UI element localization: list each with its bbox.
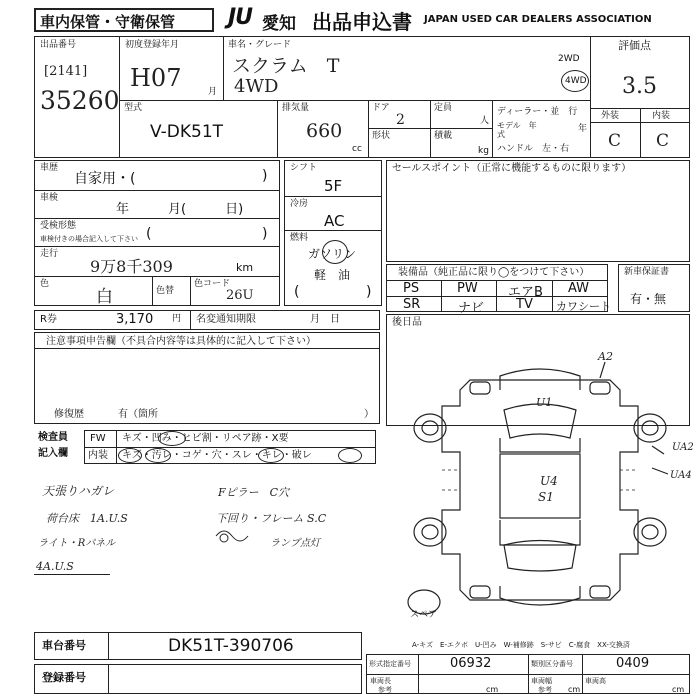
registration-month-unit: 月 <box>208 87 218 97</box>
note-underline <box>34 574 110 575</box>
fuel-diesel: 軽 油 <box>314 268 351 282</box>
association-name: JAPAN USED CAR DEALERS ASSOCIATION <box>424 14 652 25</box>
doors-label: ドア <box>372 103 390 113</box>
recycle-unit: 円 <box>172 314 182 324</box>
exterior-label: 外装 <box>601 111 620 121</box>
equip-ps: PS <box>403 281 420 296</box>
rating-label: 評価点 <box>618 39 651 52</box>
mileage-unit: km <box>236 261 254 274</box>
note-light-panel: ライト・Rパネル <box>38 538 116 549</box>
mark-circle-tear <box>338 448 362 463</box>
capacity-unit: 人 <box>480 116 490 126</box>
hub-front-right <box>642 421 658 435</box>
mark-circle-wear <box>258 448 284 463</box>
wheel-rear-right <box>634 518 666 546</box>
equip-aw: AW <box>568 281 590 296</box>
headlight-left <box>470 382 490 394</box>
drive-2wd: 2WD <box>558 54 580 64</box>
color-label: 色 <box>40 279 50 289</box>
repair-label: 修復歴 <box>54 409 84 420</box>
sales-points-label: セールスポイント（正常に機能するものに限ります） <box>392 163 632 174</box>
equip-sr: SR <box>403 297 421 312</box>
recycle-label: R券 <box>40 314 57 325</box>
car-bed-rear <box>500 520 580 545</box>
rating-value: 3.5 <box>622 74 657 99</box>
mark-circle-scratch <box>118 448 142 463</box>
vehicle-name: スクラム T <box>232 55 340 77</box>
note-f-pillar: Fピラー C穴 <box>218 486 290 499</box>
spare-label: スペア <box>410 610 438 620</box>
mileage-value: 9万8千309 <box>90 257 173 276</box>
class-spec-value: 0409 <box>616 656 650 671</box>
declaration-label: 注意事項申告欄（不具合内容等は具体的に記入して下さい） <box>46 336 316 347</box>
notice-label: 名変通知期限 <box>196 314 256 325</box>
equip-navi: ナビ <box>458 301 485 316</box>
sales-points-box <box>386 160 690 262</box>
capacity-label: 定員 <box>434 103 453 113</box>
manual-label: 新車保証書 <box>624 267 670 277</box>
vehicle-info-box <box>34 160 280 306</box>
reg-no-label: 登録番号 <box>42 671 86 684</box>
ua4-leader <box>652 468 668 474</box>
width-unit: cm <box>568 685 581 694</box>
vehicle-name-label: 車名・グレード <box>228 40 292 50</box>
note-headliner: 天張りハガレ <box>42 484 115 498</box>
drive-4wd: 4WD <box>565 76 587 86</box>
inspector-label: 検査員 <box>38 432 68 443</box>
displacement-value: 660 <box>306 120 343 142</box>
wheel-front-left <box>414 414 446 442</box>
mark-circle-dent <box>158 431 186 446</box>
interior-label: 内装 <box>652 111 671 121</box>
exterior-value: C <box>608 131 622 151</box>
car-cabin-front <box>500 438 580 452</box>
note-frame: 下回り・フレーム S.C <box>216 512 327 525</box>
listing-number-label: 出品番号 <box>40 40 77 50</box>
car-rear-bumper <box>500 586 580 605</box>
recycle-value: 3,170 <box>116 312 154 327</box>
model-label: 型式 <box>124 103 143 113</box>
inspection-value: 年 月( 日) <box>116 202 244 217</box>
model-value: V-DK51T <box>150 122 224 142</box>
interior-inspection-items: キズ・汚レ・コゲ・穴・スレ・キレ・破レ <box>122 450 312 461</box>
later-items-label: 後日品 <box>392 317 422 328</box>
color-value: 白 <box>96 287 113 307</box>
fw-items: キズ・凹み・ヒビ割・リペア跡・X要 <box>122 433 289 444</box>
fuel-label: 燃料 <box>290 233 309 243</box>
ac-label: 冷房 <box>290 199 309 209</box>
storage-note: 車内保管・守衛保管 <box>40 13 176 31</box>
interior-value: C <box>656 131 670 151</box>
mark-a2: A2 <box>598 350 613 363</box>
height-label: 車両高 <box>585 677 606 685</box>
wheel-front-right <box>634 414 666 442</box>
fuel-gasoline: ガソリン <box>308 247 357 261</box>
equipment-label: 装備品（純正品に限り◯をつけて下さい） <box>398 267 590 278</box>
dealer-label: ディーラー・並 行 <box>497 107 578 117</box>
aichi-label: 愛知 <box>262 14 296 34</box>
width-ref: 参考 <box>538 686 552 694</box>
length-unit: cm <box>486 685 499 694</box>
history-value: 自家用・( <box>74 171 136 187</box>
length-label: 車両長 <box>370 677 391 685</box>
chassis-label: 車台番号 <box>42 639 86 652</box>
mark-ua4: UA4 <box>670 470 692 481</box>
type-spec-label: 形式指定番号 <box>369 660 411 668</box>
interior-inspection-label: 内装 <box>88 450 108 461</box>
headlight-right <box>590 382 610 394</box>
mileage-label: 走行 <box>40 249 59 259</box>
shift-value: 5F <box>324 177 343 195</box>
mark-s1: S1 <box>538 490 554 504</box>
repair-value: 有（箇所 <box>118 409 158 420</box>
history-close: ) <box>262 168 268 184</box>
fw-label: FW <box>90 433 106 444</box>
color-change-label: 色替 <box>156 286 175 296</box>
class-spec-label: 類別区分番号 <box>531 660 573 668</box>
note-lamp: ランプ点灯 <box>270 538 320 549</box>
listing-number: 35260 <box>40 86 120 115</box>
notice-unit: 月 日 <box>310 314 340 325</box>
registration-value: H07 <box>130 64 182 92</box>
length-ref: 参考 <box>378 686 392 694</box>
inspection-label: 車検 <box>40 193 59 203</box>
car-windshield <box>504 404 576 438</box>
manual-value: 有・無 <box>630 292 667 306</box>
note-4aus: 4A.U.S <box>36 560 74 573</box>
handle-label: ハンドル 左・右 <box>497 144 570 154</box>
equip-pw: PW <box>457 281 478 296</box>
vehicle-grade: 4WD <box>234 76 279 97</box>
mark-u1: U1 <box>536 396 553 409</box>
mark-ua2: UA2 <box>672 442 694 453</box>
inspector-label-2: 記入欄 <box>38 448 68 459</box>
wheel-rear-left <box>414 518 446 546</box>
damage-legend: A-キズ E-エクボ U-凹み W-補修跡 S-サビ C-腐食 XX-交換済 <box>412 641 630 649</box>
hub-rear-left <box>422 525 438 539</box>
recert-close: ) <box>262 226 268 242</box>
type-spec-value: 06932 <box>450 656 492 671</box>
displacement-label: 排気量 <box>282 103 310 113</box>
history-label: 車歴 <box>40 163 59 173</box>
fuel-gasoline-circle <box>322 240 348 264</box>
shift-label: シフト <box>290 163 318 173</box>
color-code-value: 26U <box>226 288 254 303</box>
height-unit: cm <box>672 685 685 694</box>
recert-sublabel: 車検付きの場合記入して下さい <box>40 235 138 243</box>
recert-label: 受検形態 <box>40 221 77 231</box>
width-label: 車両幅 <box>531 677 552 685</box>
mark-circle-stain <box>145 448 171 463</box>
load-label: 積載 <box>434 131 453 141</box>
doors-value: 2 <box>396 112 405 128</box>
listing-number-small: [2141] <box>44 64 88 79</box>
ua2-leader <box>652 446 664 454</box>
ju-logo: JU <box>228 5 253 30</box>
repair-close: ） <box>364 409 374 420</box>
load-unit: kg <box>478 146 489 156</box>
registration-label: 初度登録年月 <box>125 40 180 50</box>
shape-label: 形状 <box>372 131 391 141</box>
lamp-doodle <box>214 526 254 546</box>
equip-leather: カワシート <box>556 300 611 313</box>
a2-leader <box>600 362 605 378</box>
year-unit: 年 <box>578 124 588 134</box>
chassis-value: DK51T-390706 <box>168 636 294 656</box>
equip-tv: TV <box>516 297 533 312</box>
displacement-unit: cc <box>352 144 362 154</box>
top-grid <box>34 36 690 158</box>
color-code-label: 色コード <box>194 279 231 289</box>
ac-value: AC <box>324 212 345 230</box>
fuel-paren-open: ( <box>294 284 300 300</box>
equip-airbag: エアB <box>508 285 543 300</box>
hub-rear-right <box>642 525 658 539</box>
recert-open: ( <box>146 226 152 242</box>
model-year-label: モデル 年式 <box>497 121 537 139</box>
taillight-left <box>470 586 490 598</box>
taillight-right <box>590 586 610 598</box>
fuel-paren-close: ) <box>366 284 372 300</box>
note-bed-floor: 荷台床 1A.U.S <box>46 512 128 525</box>
mark-u4: U4 <box>540 474 558 488</box>
form-title: 出品申込書 <box>312 10 412 34</box>
drive-4wd-circle <box>561 70 589 92</box>
hub-front-left <box>422 421 438 435</box>
